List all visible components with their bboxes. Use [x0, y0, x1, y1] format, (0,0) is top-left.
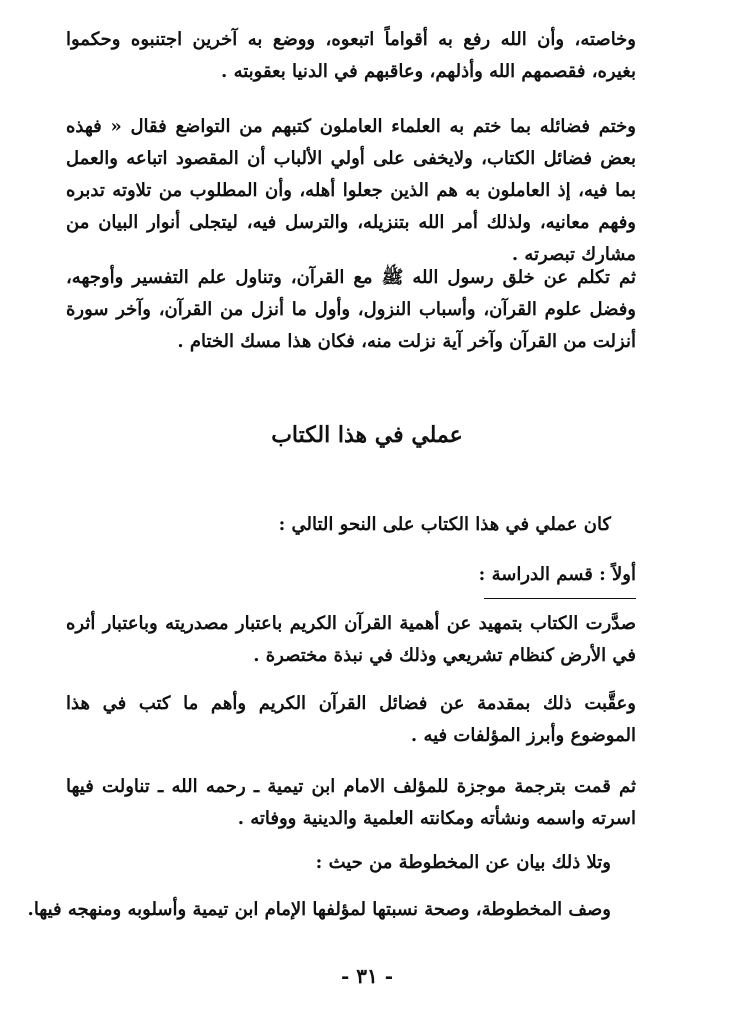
paragraph-4: صدَّرت الكتاب بتمهيد عن أهمية القرآن الكريم باعتبار مصدريته وباعتبار أثره في الأرض كنظام تشريعي وذلك في نبذة مختصرة .: [66, 613, 636, 666]
paragraph-5: وعقَّبت ذلك بمقدمة عن فضائل القرآن الكريم وأهم ما كتب في هذا الموضوع وأبرز المؤلفات فيه .: [66, 693, 636, 746]
section-intro: كان عملي في هذا الكتاب على النحو التالي :: [278, 514, 611, 535]
paragraph-2: وختم فضائله بما ختم به العلماء العاملون كتبهم من التواضع فقال « فهذه بعض فضائل الكتاب، ولايخفى على أولي الألباب أن المقصود اتباعه والعمل بما فيه، إذ العاملون به هم الذين جعلوا أهله، وأن المطلوب من تلاوته تدبره وفهم معانيه، ولذلك أمر الله بتنزيله، والترسل فيه، ليتجلى أنوار البيان من مشارك تبصرته .: [66, 116, 636, 265]
paragraph-8: وصف المخطوطة، وصحة نسبتها لمؤلفها الإمام ابن تيمية وأسلوبه ومنهجه فيها.: [27, 899, 611, 920]
paragraph-6: ثم قمت بترجمة موجزة للمؤلف الامام ابن تيمية ـ رحمه الله ـ تناولت فيها اسرته واسمه ونشأته ومكانته العلمية والدينية ووفاته .: [66, 776, 636, 829]
page-number: - ٣١ -: [340, 964, 393, 988]
paragraph-3: ثم تكلم عن خلق رسول الله ﷺ مع القرآن، وتناول علم التفسير وأوجهه، وفضل علوم القرآن، وأسباب النزول، وأول ما أنزل من القرآن، وآخر سورة أنزلت من القرآن وآخر آية نزلت منه، فكان هذا مسك الختام .: [66, 267, 636, 352]
subheading-underline: [484, 598, 636, 599]
subheading-study-section: أولاً : قسم الدراسة :: [478, 564, 636, 585]
paragraph-7: وتلا ذلك بيان عن المخطوطة من حيث :: [315, 852, 611, 873]
section-heading: عملي في هذا الكتاب: [271, 422, 463, 448]
paragraph-1: وخاصته، وأن الله رفع به أقواماً اتبعوه، ووضع به آخرين اجتنبوه وحكموا بغيره، فقصمهم الله وأذلهم، وعاقبهم في الدنيا بعقوبته .: [66, 29, 636, 82]
